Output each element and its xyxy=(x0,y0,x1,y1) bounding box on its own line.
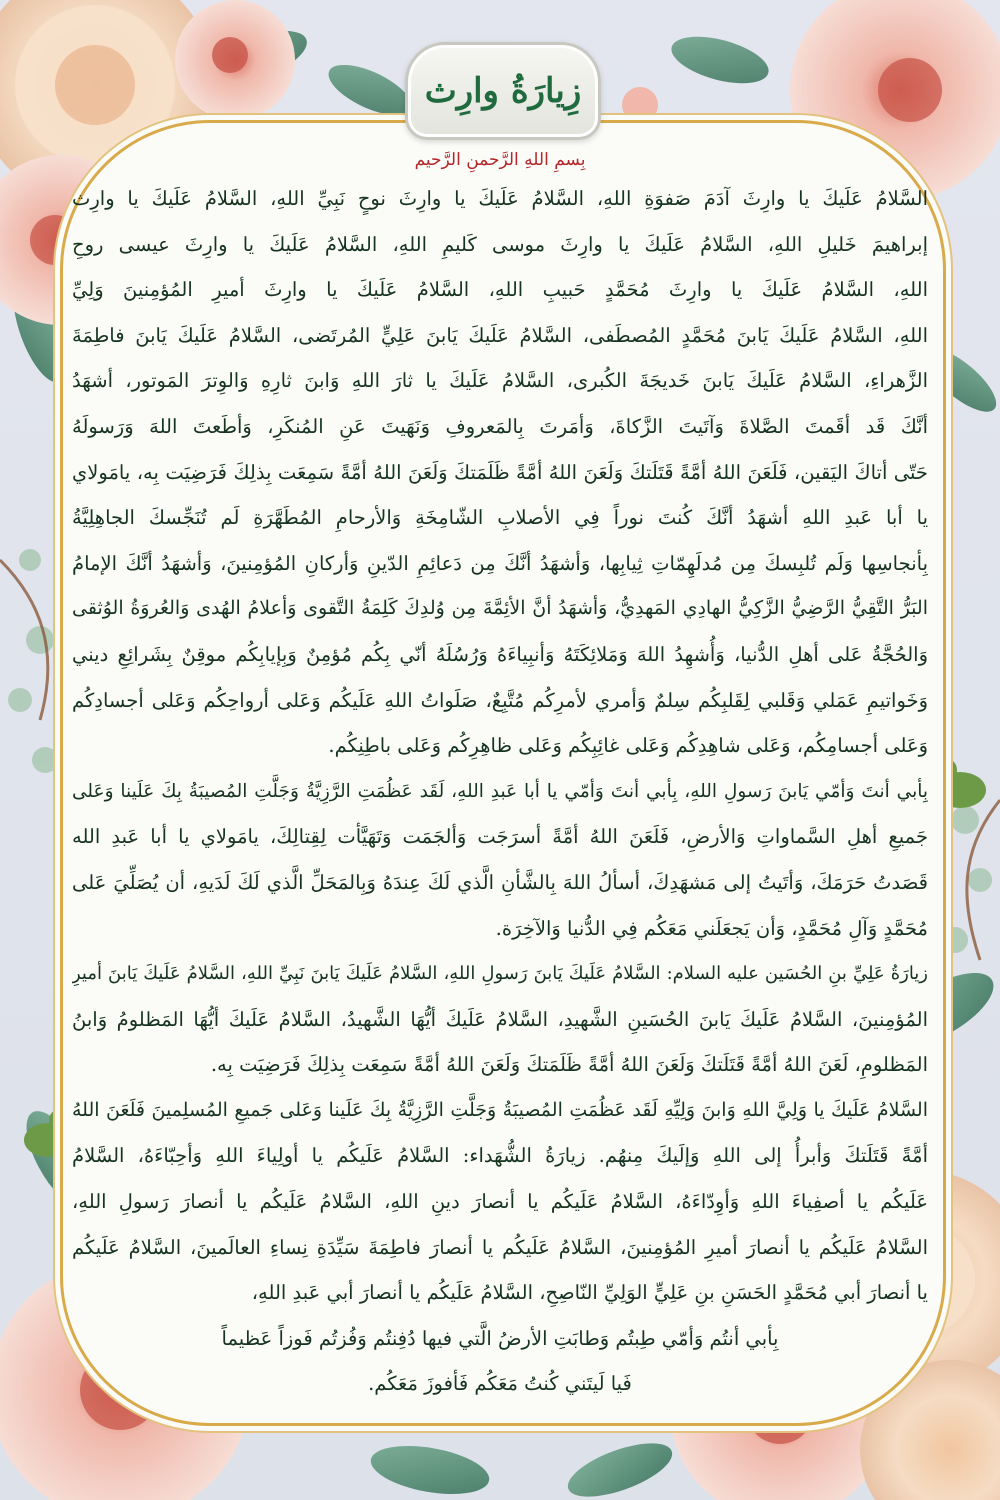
text-line: يا أبا عَبدِ اللهِ أشهَدُ أنَّكَ كُنتَ نوراً فِي الأصلابِ الشّامِخَةِ وَالأرحامِ المُطَهَّرَةِ لَم تُنَجِّسكَ الجاهِلِيَّةُ xyxy=(72,506,928,530)
page-title: زِيارَةُ وارِث xyxy=(424,71,582,111)
text-line: المُؤمِنينَ، السَّلامُ عَلَيكَ يَابنَ الحُسَينِ الشَّهيدِ، السَّلامُ عَلَيكَ أيُّهَا الشَّهيدُ، السَّلامُ عَلَيكَ أيُّهَا المَظلومُ وَابنُ xyxy=(72,1007,928,1031)
text-line: اللهِ، السَّلامُ عَلَيكَ يا وارِثَ مُحَمَّدٍ حَبيبِ اللهِ، السَّلامُ عَلَيكَ يا وارِثَ أميرِ المُؤمِنينَ وَلِيِّ xyxy=(72,278,928,302)
basmala: بِسمِ اللهِ الرَّحمنِ الرَّحيم xyxy=(414,150,586,170)
text-line: زيارَةُ عَلِيِّ بنِ الحُسَين عليه السلام: السَّلامُ عَلَيكَ يَابنَ رَسولِ اللهِ، السَّلامُ عَلَيكَ يَابنَ نَبِيِّ اللهِ، السَّلامُ عَلَيكَ يَابنَ أميرِ xyxy=(72,963,928,985)
text-line: بِأبي أنتَ وَأمّي يَابنَ رَسولِ اللهِ، بِأبي أنتَ وَأمّي يا أبا عَبدِ اللهِ، لَقَد عَظُمَتِ الرَّزِيَّةُ وَجَلَّتِ المُصيبَةُ بِكَ عَلَينا وَعَلى xyxy=(72,780,928,802)
text-line: يا أنصارَ أبي مُحَمَّدٍ الحَسَنِ بنِ عَلِيٍّ الوَلِيِّ النّاصِحِ، السَّلامُ عَلَيكُم يا أنصارَ أبي عَبدِ اللهِ، xyxy=(251,1281,928,1305)
ziyarat-text xyxy=(72,176,928,1406)
text-line: جَميعِ أهلِ السَّماواتِ وَالأرضِ، فَلَعَنَ اللهُ أمَّةً أسرَجَت وَألجَمَت وَتَهَيَّأت لِقِتالِكَ، يامَولاي يا أبا عَبدِ الله xyxy=(72,825,928,849)
text-line: السَّلامُ عَلَيكَ يا وارِثَ آدَمَ صَفوَةِ اللهِ، السَّلامُ عَلَيكَ يا وارِثَ نوحٍ نَبِيِّ اللهِ، السَّلامُ عَلَيكَ يا وارِث xyxy=(72,187,928,210)
text-line: اللهِ، السَّلامُ عَلَيكَ يَابنَ مُحَمَّدٍ المُصطَفى، السَّلامُ عَلَيكَ يَابنَ عَلِيٍّ المُرتَضى، السَّلامُ عَلَيكَ يَابنَ فاطِمَةَ xyxy=(72,323,928,347)
text-line: البَرُّ التَّقِيُّ الرَّضِيُّ الزَّكِيُّ الهادِي المَهدِيُّ، وَأشهَدُ أنَّ الأئِمَّةَ مِن وُلدِكَ كَلِمَةُ التَّقوى وَأعلامُ الهُدى وَالعُروَةُ الوُثقى xyxy=(72,597,928,620)
text-line: السَّلامُ عَلَيكَ يا وَلِيَّ اللهِ وَابنَ وَلِيِّهِ لَقَد عَظُمَتِ المُصيبَةُ وَجَلَّتِ الرَّزِيَّةُ بِكَ عَلَينا وَعَلى جَميعِ المُسلِمينَ فَلَعَنَ اللهُ xyxy=(72,1098,928,1121)
text-line: فَيا لَيتَني كُنتُ مَعَكُم فَأفوزَ مَعَكُم. xyxy=(368,1372,632,1396)
text-line: عَلَيكُم يا أصفِياءَ اللهِ وَأوِدّاءَهُ، السَّلامُ عَلَيكُم يا أنصارَ دينِ اللهِ، السَّلامُ عَلَيكُم يا أنصارَ رَسولِ اللهِ، xyxy=(72,1190,928,1214)
text-line: بِأنجاسِها وَلَم تُلبِسكَ مِن مُدلَهِمّاتِ ثِيابِها، وَأشهَدُ أنَّكَ مِن دَعائِمِ الدّينِ وَأركانِ المُؤمِنينَ، وَأشهَدُ أنَّكَ الإمامُ xyxy=(72,551,928,575)
text-line: أمَّةً قَتَلَتكَ وَأبرأُ إلى اللهِ وَإلَيكَ مِنهُم. زيارَةُ الشُّهَداء: السَّلامُ عَلَيكُم يا أولِياءَ اللهِ وَأحِبّاءَهُ، السَّلامُ xyxy=(72,1144,928,1168)
text-line: قَصَدتُ حَرَمَكَ، وَأتَيتُ إلى مَشهَدِكَ، أسألُ اللهَ بِالشَّأنِ الَّذي لَكَ عِندَهُ وَبِالمَحَلِّ الَّذي لَكَ لَدَيهِ، أن يُصَلِّيَ عَلى xyxy=(72,870,928,894)
text-line: أنَّكَ قَد أقَمتَ الصَّلاةَ وَآتَيتَ الزَّكاةَ، وَأمَرتَ بِالمَعروفِ وَنَهَيتَ عَنِ المُنكَرِ، وَأطَعتَ اللهَ وَرَسولَهُ xyxy=(72,414,928,438)
text-line: السَّلامُ عَلَيكُم يا أنصارَ أميرِ المُؤمِنينَ، السَّلامُ عَلَيكُم يا أنصارَ فاطِمَةَ سَيِّدَةِ نِساءِ العالَمينَ، السَّلامُ عَلَيكُم xyxy=(72,1235,928,1259)
text-line: الزَّهراءِ، السَّلامُ عَلَيكَ يَابنَ خَديجَةَ الكُبرى، السَّلامُ عَلَيكَ يا ثارَ اللهِ وَابنَ ثارِهِ وَالوِترَ المَوتور، أشهَدُ xyxy=(72,369,928,393)
text-line: مُحَمَّدٍ وَآلِ مُحَمَّدٍ، وَأن يَجعَلَني مَعَكُم فِي الدُّنيا وَالآخِرَة. xyxy=(495,916,928,940)
text-line: وَعَلى أجسامِكُم، وَعَلى شاهِدِكُم وَعَلى غائِبِكُم وَعَلى ظاهِرِكُم وَعَلى باطِنِكُم. xyxy=(328,734,928,758)
text-line: حَتّى أتاكَ اليَقين، فَلَعَنَ اللهُ أمَّةً قَتَلَتكَ وَلَعَنَ اللهُ أمَّةً ظَلَمَتكَ وَلَعَنَ اللهُ أمَّةً سَمِعَت بِذلِكَ فَرَضِيَت بِه، يامَولاي xyxy=(72,460,928,484)
text-line: وَالحُجَّةُ عَلى أهلِ الدُّنيا، وَأُشهِدُ اللهَ وَمَلائِكَتَهُ وَأنبِياءَهُ وَرُسُلَهُ أنّي بِكُم مُؤمِنٌ وَبِإيابِكُم موقِنٌ بِشَرائِعِ ديني xyxy=(72,642,928,666)
title-plaque xyxy=(405,42,601,140)
text-line: بِأبي أنتُم وَأمّي طِبتُم وَطابَتِ الأرضُ الَّتي فيها دُفِنتُم وَفُزتُم فَوزاً عَظيماً xyxy=(221,1326,779,1350)
text-line: وَخَواتيمِ عَمَلي وَقَلبي لِقَلبِكُم سِلمٌ وَأمري لأمرِكُم مُتَّبِعٌ، صَلَواتُ اللهِ عَلَيكُم وَعَلى أرواحِكُم وَعَلى أجسادِكُم xyxy=(72,688,928,712)
text-line: إبراهيمَ خَليلِ اللهِ، السَّلامُ عَلَيكَ يا وارِثَ موسى كَليمِ اللهِ، السَّلامُ عَلَيكَ يا وارِثَ عيسى روحِ xyxy=(72,232,928,256)
text-line: المَظلومِ، لَعَنَ اللهُ أمَّةً قَتَلَتكَ وَلَعَنَ اللهُ أمَّةً ظَلَمَتكَ وَلَعَنَ اللهُ أمَّةً سَمِعَت بِذلِكَ فَرَضِيَت بِه. xyxy=(210,1053,928,1077)
